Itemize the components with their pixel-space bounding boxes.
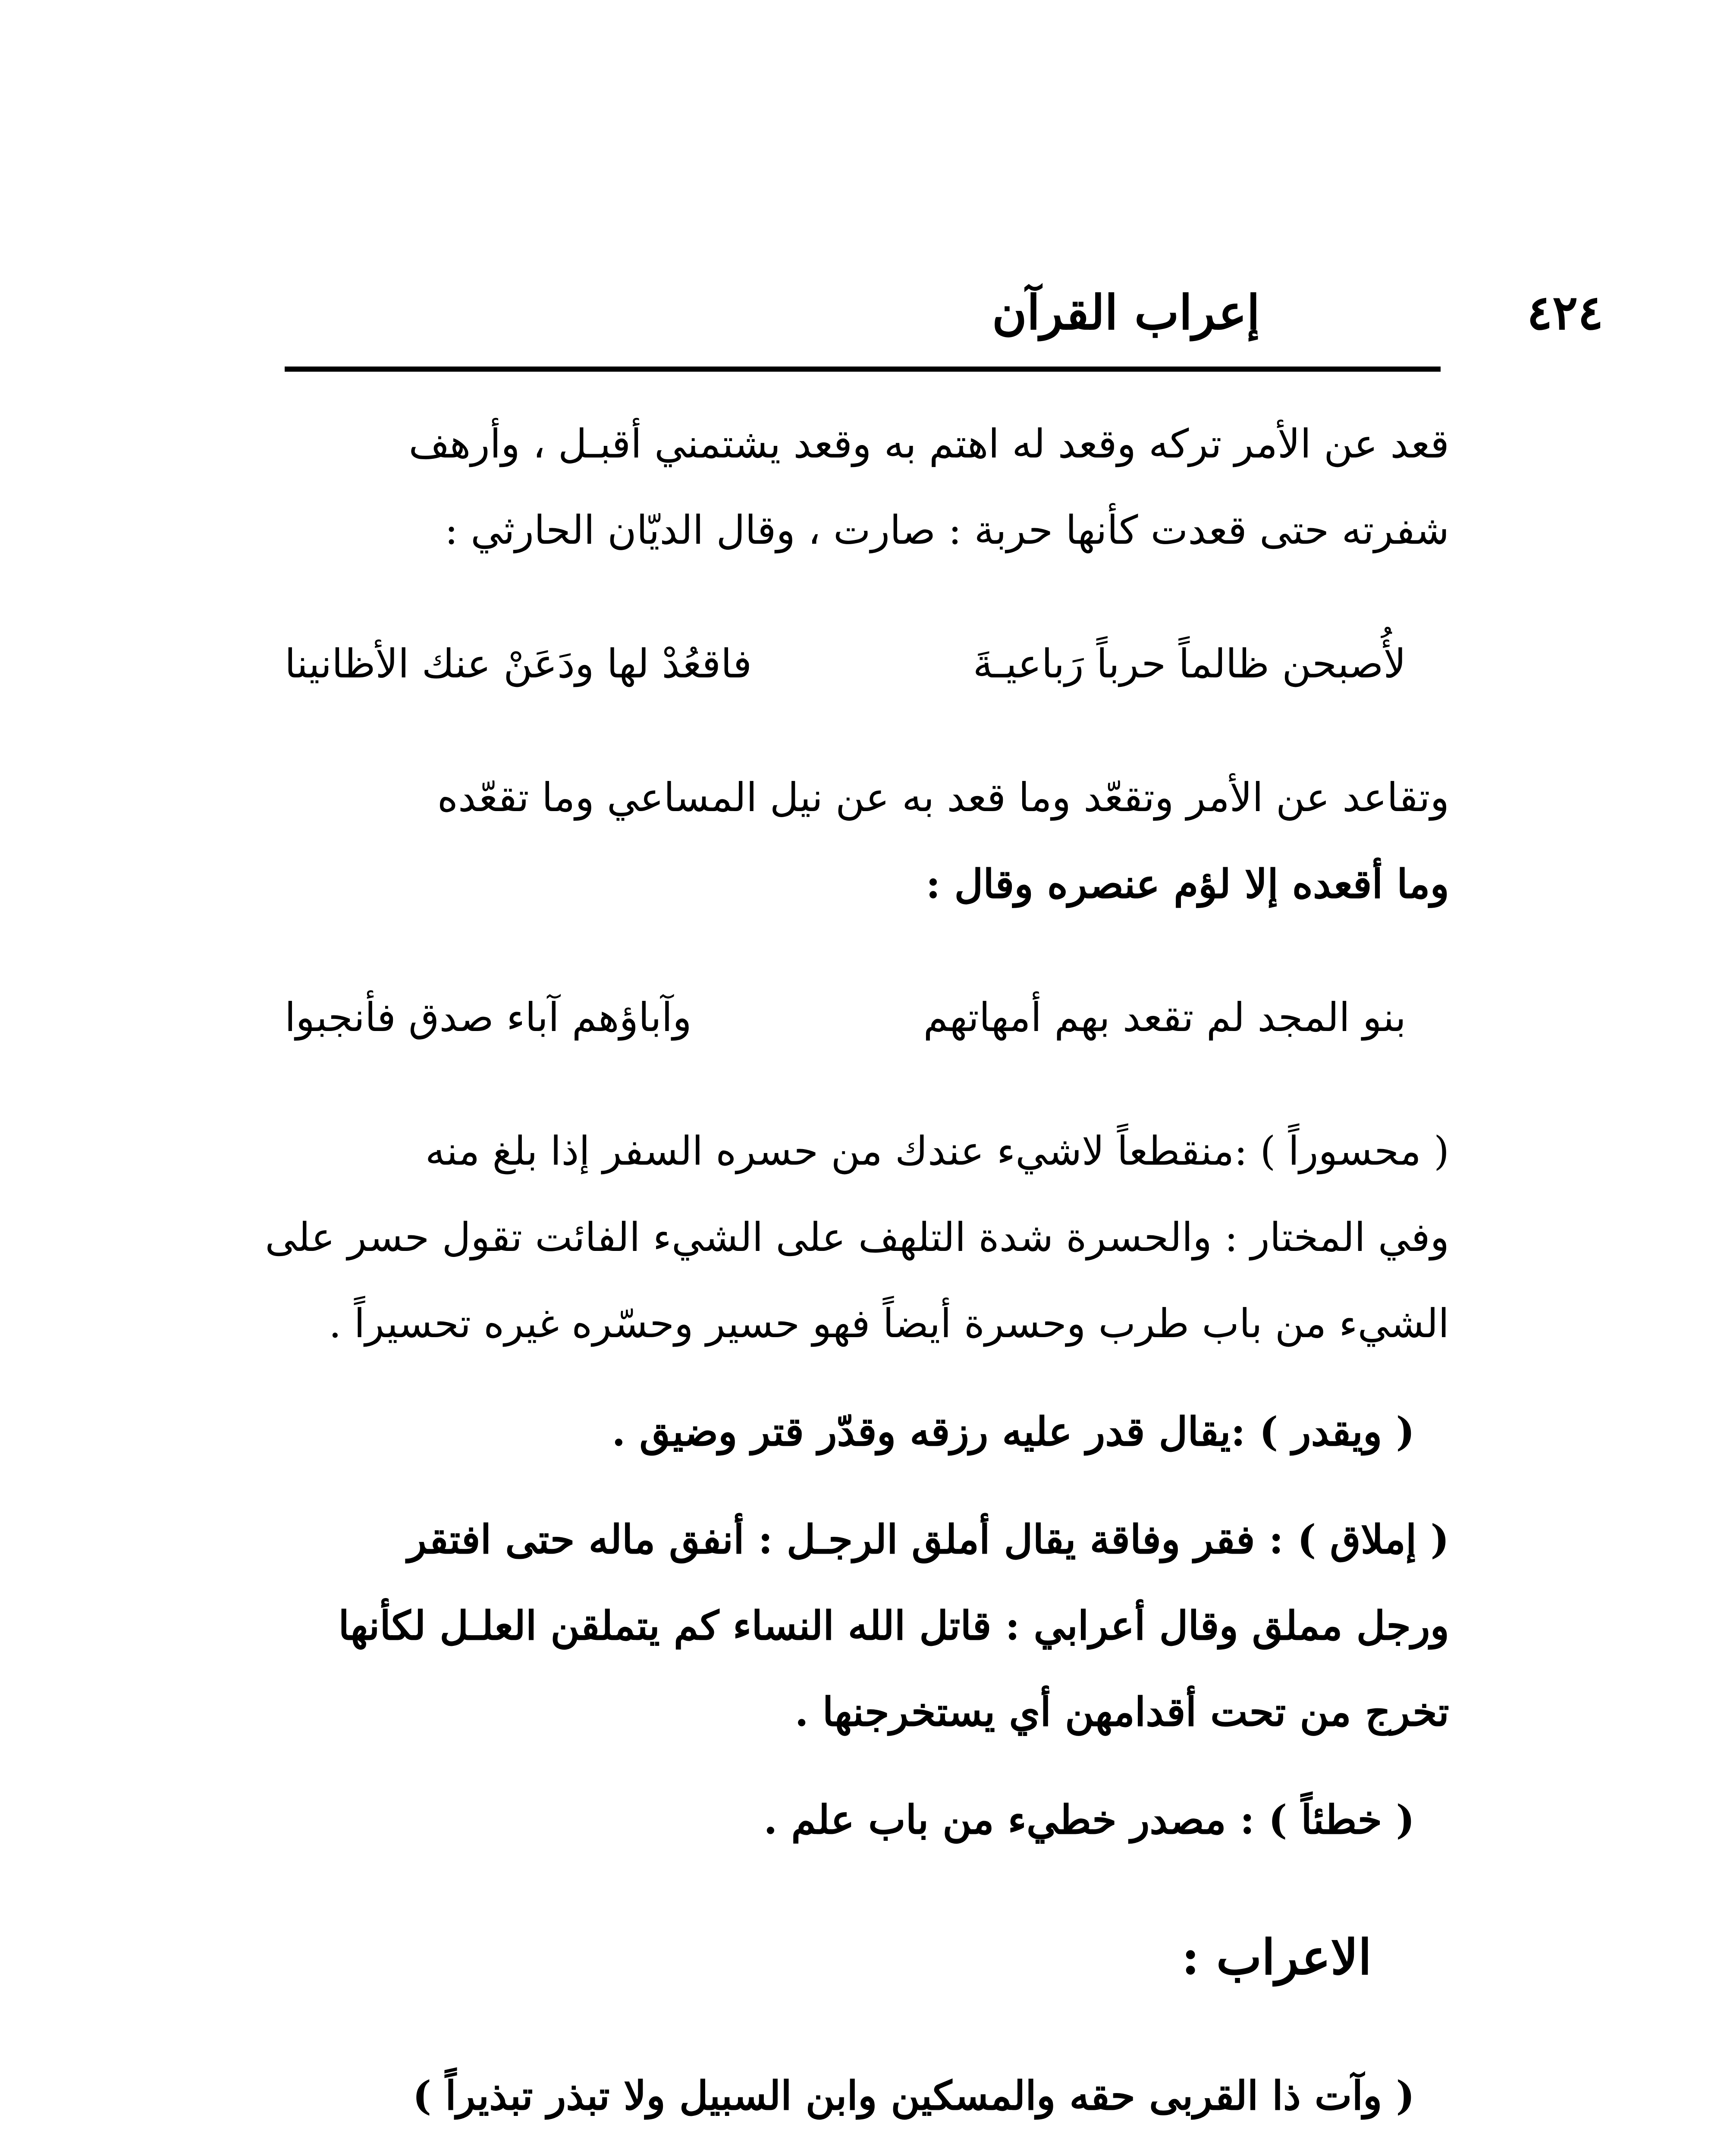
running-title: إعراب القرآن [992, 285, 1260, 340]
text-line: شفرته حتى قعدت كأنها حربة : صارت ، وقال الديّان الحارثي : [445, 507, 1449, 553]
paragraph-khitan [259, 1777, 1449, 1863]
paragraph-mahsuran [259, 1108, 1449, 1367]
text-line: الشيء من باب طرب وحسرة أيضاً فهو حسير وحسّره غيره تحسيراً . [329, 1300, 1449, 1347]
page-number: ٤٢٤ [1527, 285, 1604, 340]
header-rule [285, 367, 1441, 372]
page-header [285, 276, 1604, 354]
text-line: ( خطئاً ) : مصدر خطيء من باب علم . [763, 1796, 1415, 1843]
paragraph-yaqdir [259, 1388, 1449, 1475]
text-line: ( ويقدر ) :يقال قدر عليه رزقه وقدّر قتر وضيق . [612, 1408, 1415, 1455]
quranic-verse-quote [259, 2053, 1449, 2139]
verse-second-hemistich: فاقعُدْ لها ودَعَنْ عنك الأظانينا [285, 641, 752, 687]
poetry-verse [259, 975, 1449, 1061]
section-heading-irab: الاعراب : [1181, 1929, 1372, 1986]
text-line: ( إملاق ) : فقر وفاقة يقال أملق الرجـل : أنفق ماله حتى افتقر [407, 1516, 1449, 1563]
text-line: وفي المختار : والحسرة شدة التلهف على الشيء الفائت تقول حسر على [265, 1214, 1449, 1260]
text-line: ( محسوراً ) :منقطعاً لاشيء عندك من حسره السفر إذا بلغ منه [425, 1128, 1449, 1174]
text-line: قعد عن الأمر تركه وقعد له اهتم به وقعد يشتمني أقبـل ، وأرهف [408, 421, 1449, 467]
text-line: ( وآت ذا القربى حقه والمسكين وابن السبيل ولا تبذر تبذيراً ) [412, 2072, 1415, 2119]
verse-first-hemistich: بنو المجد لم تقعد بهم أمهاتهم [923, 994, 1406, 1040]
text-line: وتقاعد عن الأمر وتقعّد وما قعد به عن نيل المساعي وما تقعّده [437, 774, 1449, 821]
paragraph-taqaad [259, 755, 1449, 927]
verse-first-hemistich: لأُصبحن ظالماً حرباً رَباعيـةَ [973, 641, 1406, 687]
page-body [259, 401, 1449, 2156]
text-line: وما أقعده إلا لؤم عنصره وقال : [926, 861, 1449, 907]
verse-second-hemistich: وآباؤهم آباء صدق فأنجبوا [285, 994, 692, 1040]
poetry-verse [259, 621, 1449, 707]
text-line: تخرج من تحت أقدامهن أي يستخرجنها . [794, 1689, 1449, 1735]
paragraph-imlaq [259, 1496, 1449, 1755]
paragraph-lexical-qaad [259, 401, 1449, 573]
text-line: ورجل مملق وقال أعرابي : قاتل الله النساء كم يتملقن العلـل لكأنها [338, 1602, 1449, 1649]
